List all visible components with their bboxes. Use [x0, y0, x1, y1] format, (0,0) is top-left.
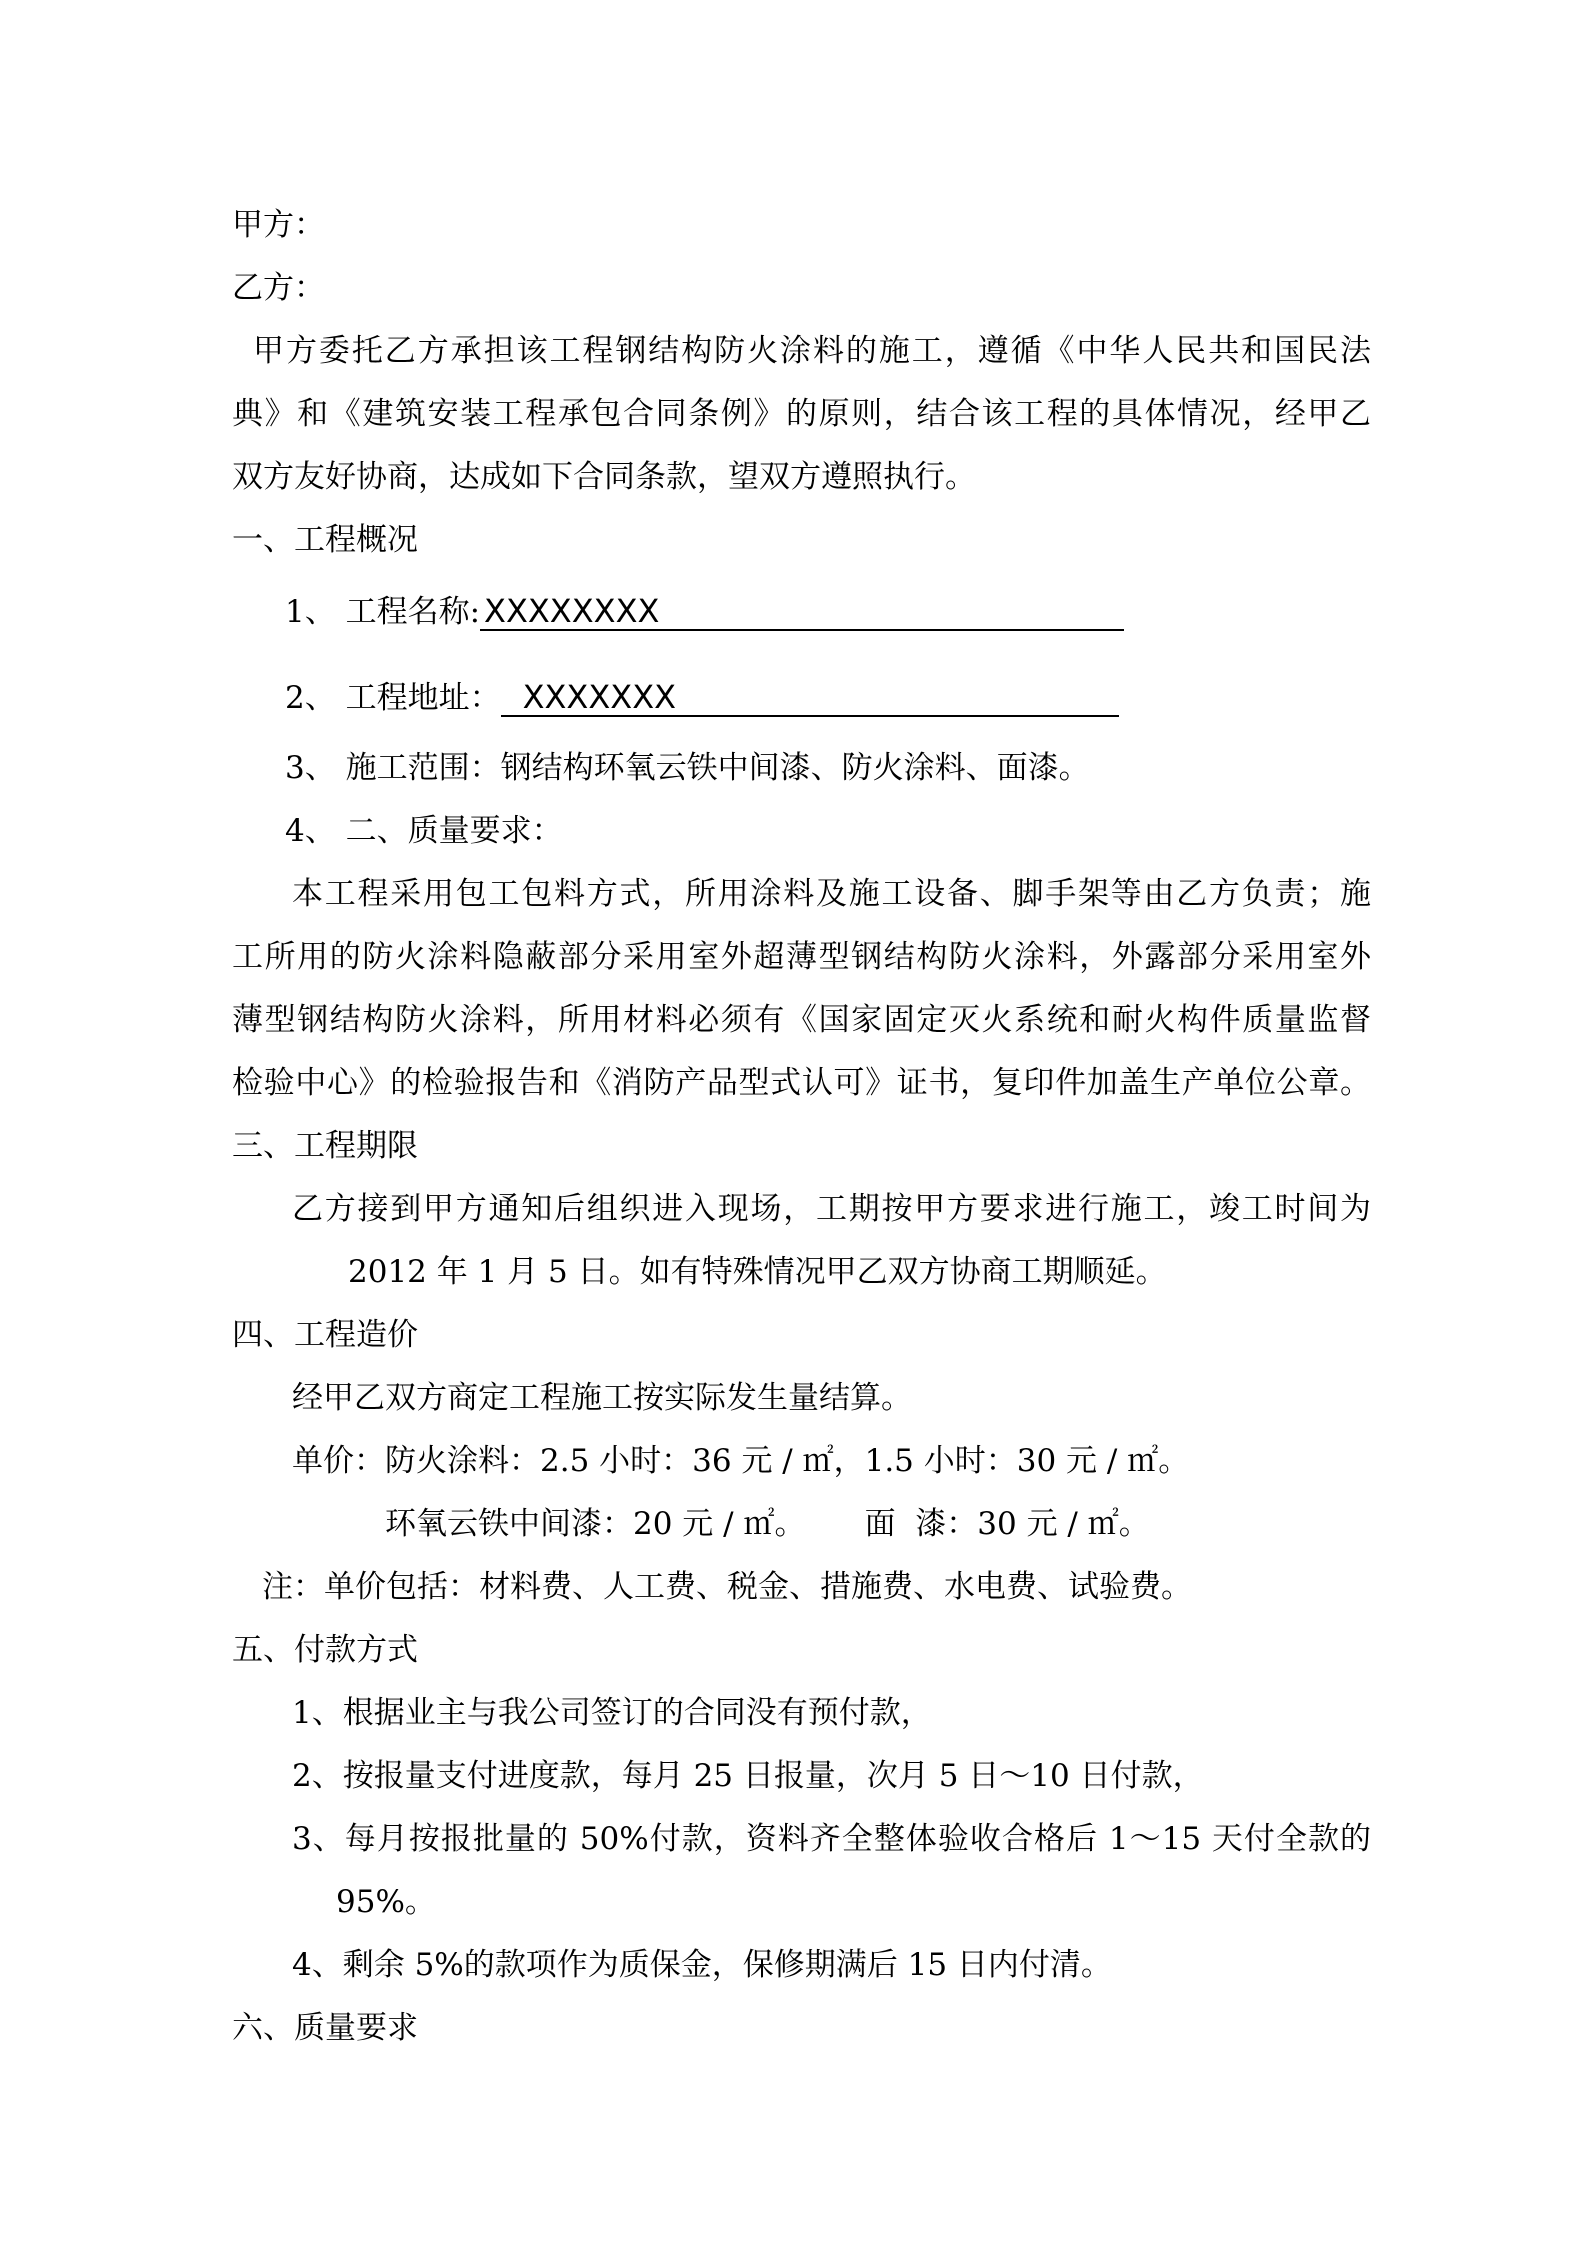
party-b-label: 乙方：	[232, 270, 325, 306]
project-address-value: XXXXXXX	[501, 679, 1119, 717]
section6-heading: 六、质量要求	[232, 2010, 418, 2046]
unit-price-line-2: 环氧云铁中间漆：20 元 / ㎡。 面 漆：30 元 / ㎡。	[385, 1506, 1150, 1542]
quality-line-1: 本工程采用包工包料方式，所用涂料及施工设备、脚手架等由乙方负责；施	[292, 876, 1371, 912]
payment-item-3: 3、每月按报批量的 50%付款，资料齐全整体验收合格后 1～15 天付全款的	[292, 1821, 1371, 1857]
project-address-row	[285, 678, 1119, 718]
quality-line-4: 检验中心》的检验报告和《消防产品型式认可》证书，复印件加盖生产单位公章。	[232, 1065, 1371, 1101]
pricing-basis: 经甲乙双方商定工程施工按实际发生量结算。	[292, 1380, 912, 1416]
intro-line-2: 典》和《建筑安装工程承包合同条例》的原则，结合该工程的具体情况，经甲乙	[232, 396, 1371, 432]
intro-line-3: 双方友好协商，达成如下合同条款，望双方遵照执行。	[232, 459, 976, 495]
intro-line-1: 甲方委托乙方承担该工程钢结构防火涂料的施工，遵循《中华人民共和国民法	[253, 333, 1371, 369]
project-name-row	[285, 592, 1124, 632]
quality-line-3: 薄型钢结构防火涂料，所用材料必须有《国家固定灭火系统和耐火构件质量监督	[232, 1002, 1371, 1038]
quality-line-2: 工所用的防火涂料隐蔽部分采用室外超薄型钢结构防火涂料，外露部分采用室外	[232, 939, 1371, 975]
project-address-label: 2、 工程地址：	[285, 680, 501, 716]
section1-heading: 一、工程概况	[232, 522, 418, 558]
project-name-label: 1、 工程名称:	[285, 594, 481, 630]
payment-item-1: 1、根据业主与我公司签订的合同没有预付款，	[292, 1695, 932, 1731]
unit-price-note: 注：单价包括：材料费、人工费、税金、措施费、水电费、试验费。	[262, 1569, 1192, 1605]
party-a-label: 甲方：	[232, 207, 325, 243]
unit-price-line-1: 单价：防火涂料：2.5 小时：36 元 / ㎡，1.5 小时：30 元 / ㎡。	[292, 1443, 1190, 1479]
section3-heading: 三、工程期限	[232, 1128, 418, 1164]
schedule-line-1: 乙方接到甲方通知后组织进入现场，工期按甲方要求进行施工，竣工时间为	[292, 1191, 1371, 1227]
section5-heading: 五、付款方式	[232, 1632, 418, 1668]
schedule-line-2: 2012 年 1 月 5 日。如有特殊情况甲乙双方协商工期顺延。	[348, 1254, 1167, 1290]
quality-requirement-item: 4、 二、质量要求：	[285, 813, 563, 849]
project-name-value: XXXXXXXX	[480, 593, 1124, 631]
payment-item-4: 4、剩余 5%的款项作为质保金，保修期满后 15 日内付清。	[292, 1947, 1112, 1983]
construction-scope: 3、 施工范围：钢结构环氧云铁中间漆、防火涂料、面漆。	[285, 750, 1090, 786]
payment-item-3-continued: 95%。	[336, 1884, 436, 1920]
section4-heading: 四、工程造价	[232, 1317, 418, 1353]
payment-item-2: 2、按报量支付进度款，每月 25 日报量，次月 5 日～10 日付款，	[292, 1758, 1204, 1794]
